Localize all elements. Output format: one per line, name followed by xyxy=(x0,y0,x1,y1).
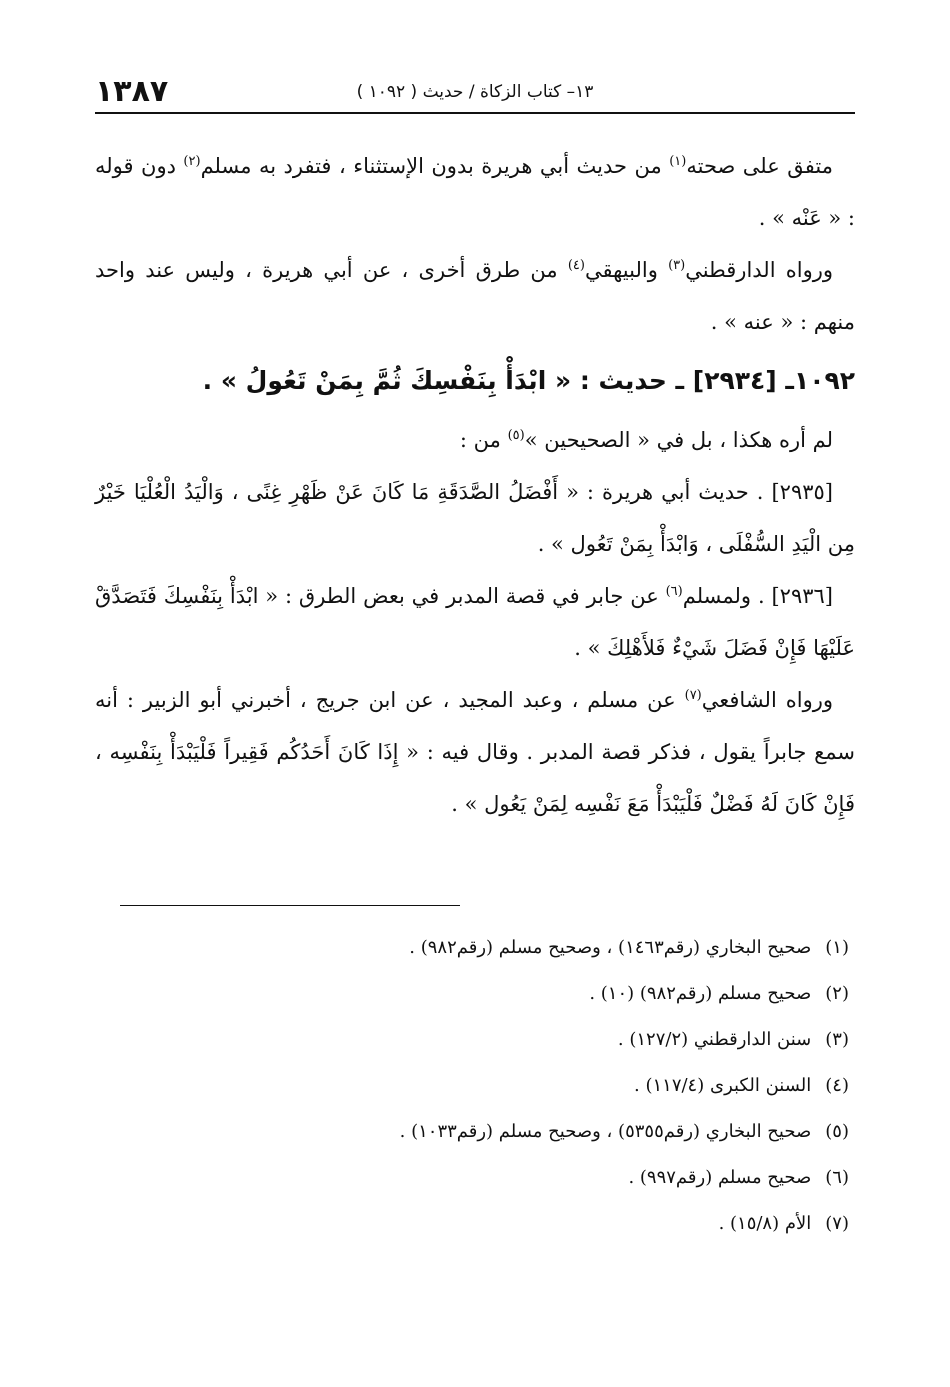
footnote-item xyxy=(95,1063,855,1109)
text-segment: لم أره هكذا ، بل في « الصحيحين » xyxy=(524,428,833,452)
text-segment: من طرق أخرى ، عن أبي هريرة ، وليس عند واحد منهم : « عنه » . xyxy=(95,258,855,334)
footnote-item xyxy=(95,971,855,1017)
footnote-separator xyxy=(120,905,460,906)
text-segment: والبيهقي xyxy=(584,258,669,282)
footnote-ref-4: (٤) xyxy=(567,258,585,273)
text-segment: ورواه الدارقطني xyxy=(685,258,834,282)
text-segment: دون قوله : « عَنْه » . xyxy=(95,154,855,230)
text-segment: متفق على صحته xyxy=(686,154,833,178)
text-segment: عن مسلم ، وعبد المجيد ، عن ابن جريج ، أخبرني أبو الزبير : أنه سمع جابراً يقول ، فذكر قصة المدبر . وقال فيه : « إِذَا كَانَ أَحَدُكُم فَقِيراً فَلْيَبْدَأْ بِنَفْسِه ، فَإِنْ كَانَ لَهُ فَضْلٌ فَلْيَبْدَأْ مَعَ نَفْسِه لِمَنْ يَعُول » . xyxy=(95,688,855,816)
footnote-item xyxy=(95,1155,855,1201)
footnote-text: السنن الكبرى (١١٧/٤) . xyxy=(634,1075,812,1096)
page-number: ١٣٨٧ xyxy=(95,74,169,109)
footnote-item xyxy=(95,1201,855,1247)
footnote-item xyxy=(95,1109,855,1155)
footnote-ref-3: (٣) xyxy=(668,258,686,273)
footnote-item xyxy=(95,925,855,971)
footnote-number: (٥) xyxy=(825,1121,849,1142)
text-segment: ورواه الشافعي xyxy=(701,688,833,712)
footnote-ref-7: (٧) xyxy=(684,688,702,703)
text-segment: من : xyxy=(459,428,508,452)
footnote-number: (٣) xyxy=(825,1029,849,1050)
footnote-text: الأم (١٥/٨) . xyxy=(718,1213,812,1234)
paragraph-2 xyxy=(95,244,855,348)
text-segment: عن جابر في قصة المدبر في بعض الطرق : « ابْدَأْ بِنَفْسِكَ فَتَصَدَّقْ عَلَيْهَا فَإِنْ فَضَلَ شَيْءٌ فَلأَهْلِكَ » . xyxy=(95,584,855,660)
footnote-item xyxy=(95,1017,855,1063)
footnote-number: (٤) xyxy=(825,1075,849,1096)
paragraph-4: [٢٩٣٥] . حديث أبي هريرة : « أَفْضَلُ الصَّدَقَةِ مَا كَانَ عَنْ ظَهْرِ غِنًى ، وَالْيَدُ الْعُلْيَا خَيْرٌ مِن الْيَدِ السُّفْلَى ، وَابْدَأْ بِمَنْ تَعُول » . xyxy=(95,480,855,556)
paragraph-3 xyxy=(95,414,855,466)
main-text xyxy=(95,140,855,830)
footnote-number: (٧) xyxy=(825,1213,849,1234)
footnote-text: صحيح البخاري (رقم٥٣٥٥) ، وصحيح مسلم (رقم١٠٣٣) . xyxy=(399,1121,812,1142)
text-segment: من حديث أبي هريرة بدون الإستثناء ، فتفرد به مسلم xyxy=(200,154,670,178)
text-segment: [٢٩٣٦] . ولمسلم xyxy=(682,584,833,608)
footnote-text: صحيح مسلم (رقم٩٨٢) (١٠) . xyxy=(589,983,812,1004)
footnotes-list xyxy=(95,925,855,1247)
paragraph-5 xyxy=(95,570,855,674)
footnote-ref-2: (٢) xyxy=(183,154,201,169)
footnote-text: سنن الدارقطني (١٢٧/٢) . xyxy=(617,1029,812,1050)
footnote-text: صحيح البخاري (رقم١٤٦٣) ، وصحيح مسلم (رقم٩٨٢) . xyxy=(409,937,812,958)
hadith-heading: ١٠٩٢ـ [٢٩٣٤] ـ حديث : « ابْدَأْ بِنَفْسِكَ ثُمَّ بِمَنْ تَعُولُ » . xyxy=(202,366,855,395)
paragraph-6 xyxy=(95,674,855,830)
running-title: ١٣– كتاب الزكاة / حديث ( ١٠٩٢ ) xyxy=(356,82,594,102)
paragraph-1 xyxy=(95,140,855,244)
page-header xyxy=(95,72,855,114)
footnote-number: (١) xyxy=(825,937,849,958)
footnote-ref-1: (١) xyxy=(669,154,687,169)
footnote-ref-5: (٥) xyxy=(507,428,525,443)
footnote-number: (٦) xyxy=(825,1167,849,1188)
footnote-ref-6: (٦) xyxy=(665,584,683,599)
footnote-number: (٢) xyxy=(825,983,849,1004)
footnote-text: صحيح مسلم (رقم٩٩٧) . xyxy=(628,1167,812,1188)
